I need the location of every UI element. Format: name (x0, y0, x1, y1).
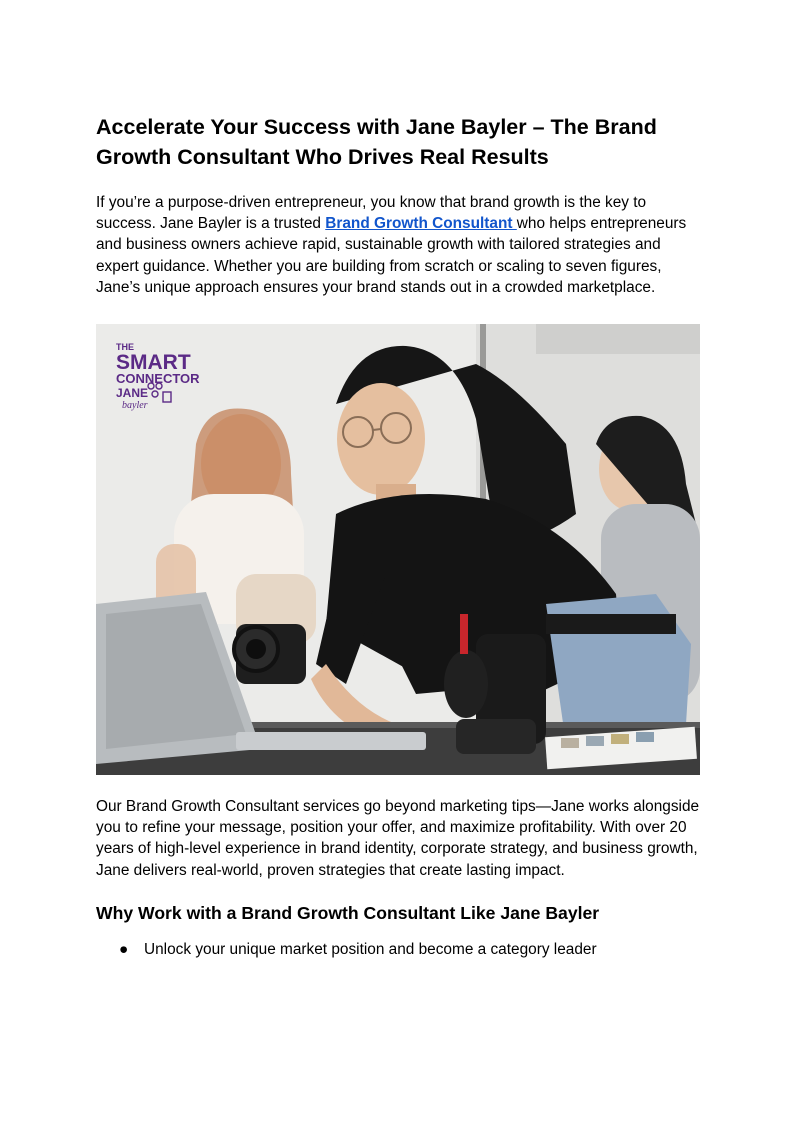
list-item-text: Unlock your unique market position and become a category leader (144, 940, 597, 958)
intro-paragraph (96, 192, 700, 298)
logo-line-2: SMART (116, 351, 191, 375)
logo-name-1: JANE (116, 386, 149, 401)
intro-text-start: If you’re a purpose-driven entrepreneur, you know that brand growth is the key to success. Jane Bayler is a trusted (96, 194, 647, 233)
document-page (96, 112, 700, 960)
logo-name-2: bayler (122, 400, 148, 412)
benefits-list (96, 939, 700, 960)
bullet-icon: ● (119, 940, 129, 958)
intro-text-end: who helps entrepreneurs and business owners achieve rapid, sustainable growth with tailored strategies and expert guidance. Whether you are building from scratch or scaling to seven figures, Jane’s unique approach ensures your brand stands out in a crowded marketplace. (96, 215, 687, 296)
list-item (96, 939, 700, 960)
hero-photo (96, 324, 700, 775)
brand-growth-consultant-link[interactable]: Brand Growth Consultant (325, 215, 517, 233)
body-paragraph: Our Brand Growth Consultant services go beyond marketing tips—Jane works alongside you to refine your message, position your offer, and maximize profitability. With over 20 years of high-level experience in brand identity, corporate strategy, and business growth, Jane delivers real-world, proven strategies that create lasting impact. (96, 798, 700, 879)
page-title: Accelerate Your Success with Jane Bayler – The Brand Growth Consultant Who Drives Real Results (96, 115, 657, 169)
section-subheading: Why Work with a Brand Growth Consultant Like Jane Bayler (96, 902, 600, 923)
logo-line-3: CONNECTOR (116, 371, 200, 387)
logo-line-1: THE (116, 342, 134, 353)
hero-photo-illustration (96, 324, 700, 775)
